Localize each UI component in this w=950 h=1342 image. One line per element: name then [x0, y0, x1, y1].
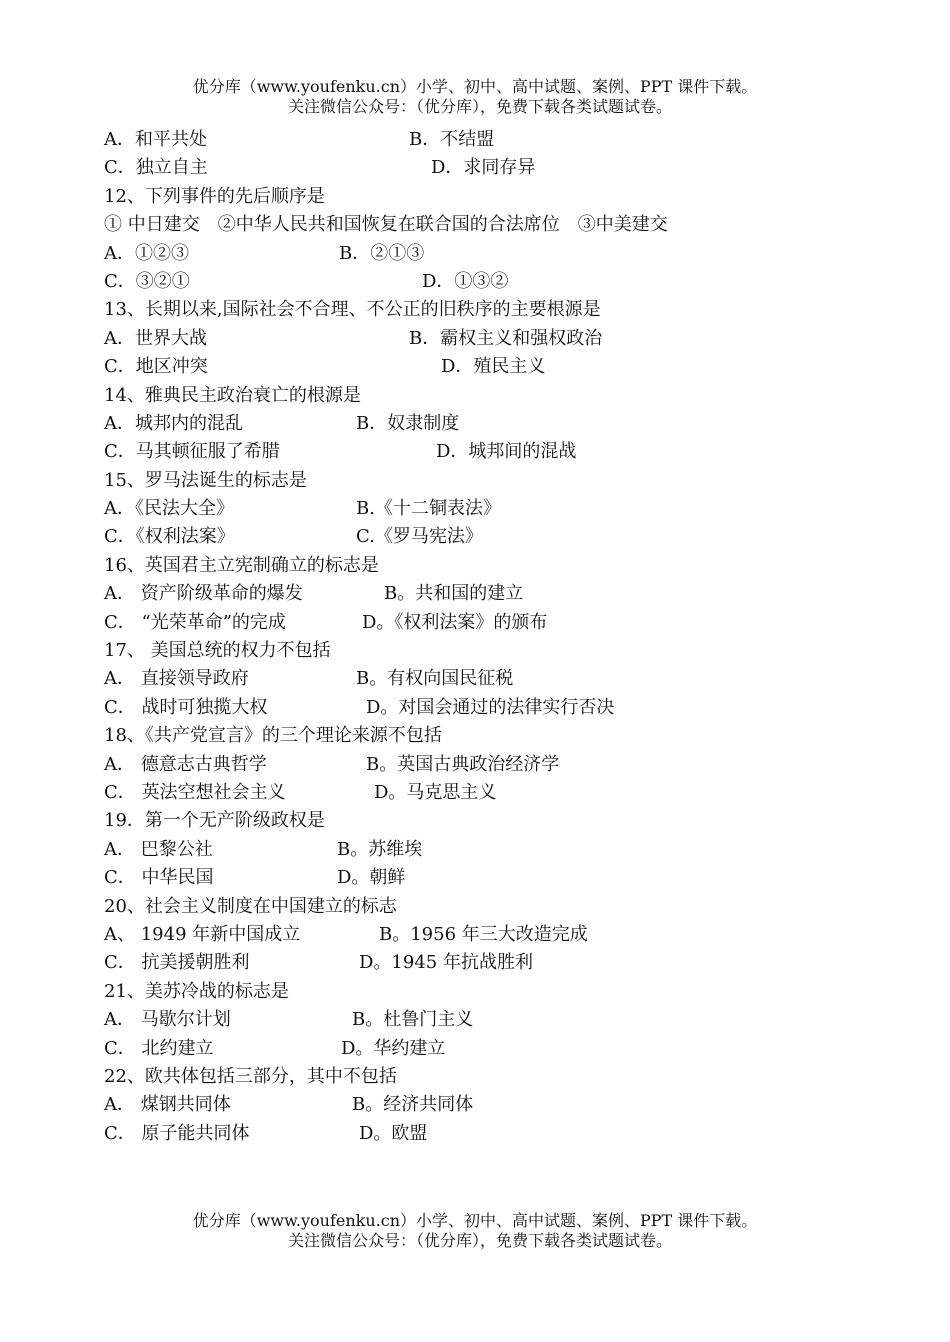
option-line	[104, 1035, 904, 1063]
question-content	[104, 126, 904, 1148]
option-text: C．独立自主	[104, 157, 208, 179]
question-text: 22、欧共体包括三部分，其中不包括	[104, 1065, 397, 1087]
option-line	[104, 325, 904, 353]
option-text: C． “光荣革命”的完成	[104, 611, 286, 633]
question-text: 14、雅典民主政治衰亡的根源是	[104, 384, 361, 406]
option-text: A、 1949 年新中国成立	[104, 923, 301, 945]
option-line	[104, 921, 904, 949]
question-text: 16、英国君主立宪制确立的标志是	[104, 554, 379, 576]
option-line	[104, 154, 904, 182]
option-text: A．城邦内的混乱	[104, 412, 243, 434]
option-text: C． 战时可独揽大权	[104, 696, 268, 718]
option-text: D．①③②	[422, 270, 509, 292]
option-line	[104, 949, 904, 977]
option-text: A．和平共处	[104, 129, 207, 150]
option-line	[104, 836, 904, 864]
header-line-2: 关注微信公众号：（优分库），免费下载各类试题试卷。	[287, 97, 672, 116]
option-text: A． 直接领导政府	[104, 668, 249, 690]
question-text: 19．第一个无产阶级政权是	[104, 810, 325, 832]
option-text: B．霸权主义和强权政治	[409, 327, 603, 349]
option-line	[104, 864, 904, 892]
option-line	[104, 126, 904, 154]
option-text: D。华约建立	[341, 1037, 446, 1059]
option-line	[104, 268, 904, 296]
question-line	[104, 382, 904, 410]
option-text: C． 抗美援朝胜利	[104, 952, 250, 974]
option-text: C．马其顿征服了希腊	[104, 441, 280, 463]
option-text: B．②①③	[339, 242, 425, 264]
option-line	[104, 609, 904, 637]
option-text: D．城邦间的混战	[436, 441, 577, 463]
option-text: D．求同存异	[431, 157, 536, 179]
option-line	[104, 410, 904, 438]
option-text: B。经济共同体	[352, 1094, 474, 1116]
option-text: B。英国古典政治经济学	[366, 753, 560, 775]
option-text: A． 资产阶级革命的爆发	[104, 583, 303, 605]
question-text: 15、罗马法诞生的标志是	[104, 469, 307, 491]
option-line	[104, 751, 904, 779]
option-text: B。杜鲁门主义	[352, 1009, 474, 1031]
question-text: ① 中日建交 ②中华人民共和国恢复在联合国的合法席位 ③中美建交	[104, 214, 668, 236]
question-text: 17、 美国总统的权力不包括	[104, 640, 331, 662]
option-line	[104, 240, 904, 268]
option-line	[104, 523, 904, 551]
question-text: 18、《共产党宣言》的三个理论来源不包括	[104, 725, 442, 747]
option-text: B。苏维埃	[337, 838, 423, 860]
option-text: A． 马歇尔计划	[104, 1009, 231, 1031]
question-text: 21、美苏冷战的标志是	[104, 980, 289, 1002]
option-text: B。1956 年三大改造完成	[379, 923, 588, 945]
option-text: D。《权利法案》的颁布	[362, 611, 548, 633]
option-text: D。1945 年抗战胜利	[359, 952, 533, 974]
option-text: C．地区冲突	[104, 356, 208, 378]
page-header	[0, 77, 950, 117]
option-text: D。马克思主义	[374, 781, 497, 803]
question-line	[104, 211, 904, 239]
option-text: D。朝鲜	[337, 867, 406, 889]
option-line	[104, 438, 904, 466]
question-line	[104, 893, 904, 921]
option-line	[104, 1006, 904, 1034]
option-text: D。欧盟	[359, 1122, 428, 1144]
page-footer	[0, 1211, 950, 1251]
option-text: A．①②③	[104, 242, 189, 264]
option-line	[104, 580, 904, 608]
footer-line-2: 关注微信公众号：（优分库），免费下载各类试题试卷。	[287, 1231, 672, 1250]
option-text: C． 原子能共同体	[104, 1122, 250, 1144]
option-text: A．《民法大全》	[104, 498, 234, 520]
option-text: C．《权利法案》	[104, 526, 235, 548]
option-text: C．③②①	[104, 270, 190, 292]
option-text: B.《十二铜表法》	[356, 498, 501, 520]
option-text: B．奴隶制度	[356, 412, 460, 434]
option-line	[104, 1091, 904, 1119]
question-line	[104, 978, 904, 1006]
option-text: D。对国会通过的法律实行否决	[366, 696, 615, 718]
question-line	[104, 722, 904, 750]
option-line	[104, 1120, 904, 1148]
question-line	[104, 1063, 904, 1091]
question-line	[104, 296, 904, 324]
option-line	[104, 694, 904, 722]
question-line	[104, 552, 904, 580]
question-text: 12、下列事件的先后顺序是	[104, 185, 325, 207]
option-text: B。有权向国民征税	[356, 668, 514, 690]
option-text: A． 德意志古典哲学	[104, 753, 267, 775]
footer-line-1: 优分库（www.youfenku.cn）小学、初中、高中试题、案例、PPT 课件下载。	[192, 1211, 758, 1230]
header-line-1: 优分库（www.youfenku.cn）小学、初中、高中试题、案例、PPT 课件下载。	[192, 77, 758, 96]
question-text: 13、长期以来,国际社会不合理、不公正的旧秩序的主要根源是	[104, 299, 601, 321]
option-line	[104, 353, 904, 381]
option-line	[104, 495, 904, 523]
option-text: C． 北约建立	[104, 1037, 214, 1059]
question-line	[104, 183, 904, 211]
question-text: 20、社会主义制度在中国建立的标志	[104, 895, 397, 917]
option-text: A． 煤钢共同体	[104, 1094, 231, 1116]
option-text: A． 巴黎公社	[104, 838, 213, 860]
option-text: C.《罗马宪法》	[356, 526, 483, 548]
question-line	[104, 807, 904, 835]
option-text: B．不结盟	[409, 129, 495, 150]
option-text: A．世界大战	[104, 327, 207, 349]
option-text: D．殖民主义	[441, 356, 546, 378]
question-line	[104, 467, 904, 495]
option-line	[104, 665, 904, 693]
option-text: C． 中华民国	[104, 867, 214, 889]
option-line	[104, 779, 904, 807]
option-text: B。共和国的建立	[384, 583, 524, 605]
option-text: C． 英法空想社会主义	[104, 781, 286, 803]
question-line	[104, 637, 904, 665]
